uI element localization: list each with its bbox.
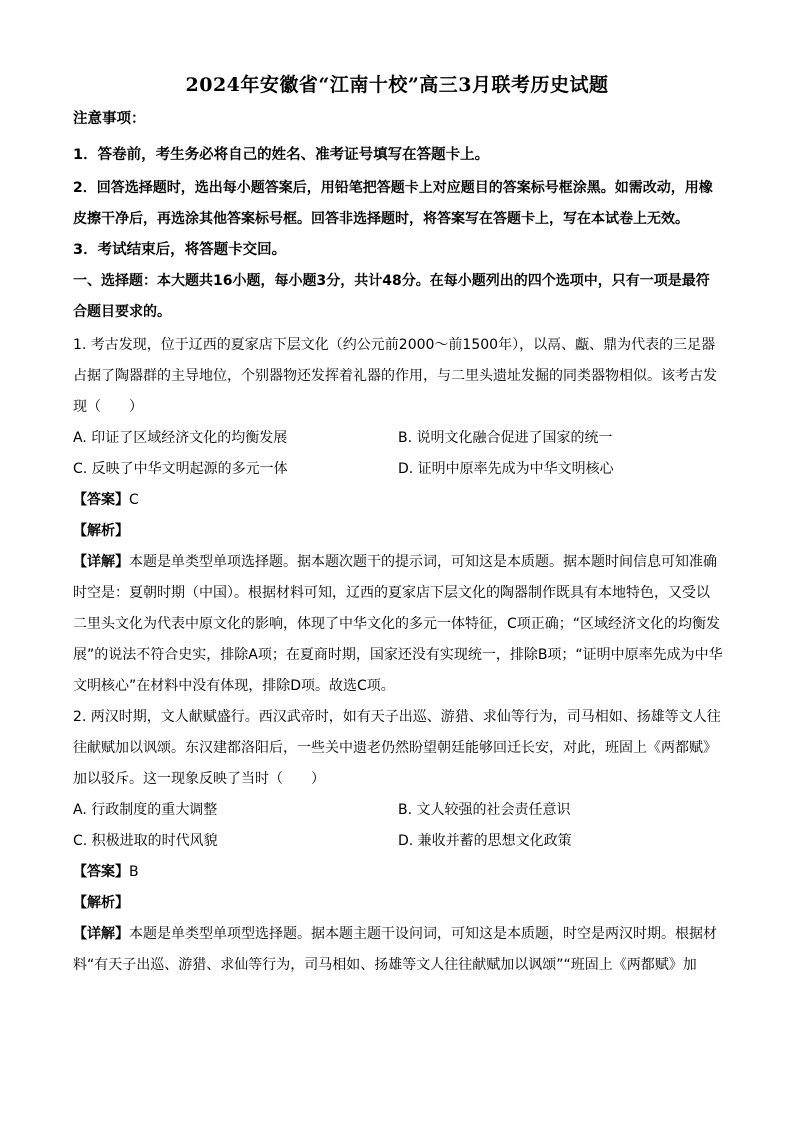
question-2-analysis-label: 【解析】 — [73, 895, 129, 911]
option-a: A. 行政制度的重大调整 — [73, 802, 218, 818]
detail-text: 本题是单类型单项选择题。据本题次题干的提示词，可知这是本质题。据本题时间信息可知准确时空是：夏朝时期（中国）。根据材料可知，辽西的夏家店下层文化的陶器制作既具有本地特色，又受以二里头文化为代表中原文化的影响，体现了中华文化的多元一体特征，C项正确；“区域经济文化的均衡发展”的说法不符合史实，排除A项；在夏商时期，国家还没有实现统一，排除B项；“证明中原率先成为中华文明核心”在材料中没有体现，排除D项。故选C项。 — [73, 554, 723, 694]
question-2-detail — [73, 919, 723, 981]
question-2-answer — [73, 857, 723, 888]
question-2-stem: 2. 两汉时期，文人献赋盛行。西汉武帝时，如有天子出巡、游猎、求仙等行为，司马相如、扬雄等文人往往献赋加以讽颂。东汉建都洛阳后，一些关中遗老仍然盼望朝廷能够回迁长安，对此，班固上《两都赋》加以驳斥。这一现象反映了当时（ ） — [73, 709, 721, 787]
detail-label: 【详解】 — [73, 554, 129, 570]
notice-item-1: 1．答卷前，考生务必将自己的姓名、准考证号填写在答题卡上。 — [73, 147, 490, 163]
option-d: D. 证明中原率先成为中华文明核心 — [398, 461, 614, 477]
section-heading: 一、选择题：本大题共16小题，每小题3分，共计48分。在每小题列出的四个选项中，只有一项是最符合题目要求的。 — [73, 273, 710, 320]
option-d: D. 兼收并蓄的思想文化政策 — [398, 833, 572, 849]
option-a: A. 印证了区域经济文化的均衡发展 — [73, 430, 288, 446]
answer-value: B — [129, 864, 139, 880]
detail-text: 本题是单类型单项型选择题。据本题主题干设问词，可知这是本质题，时空是两汉时期。根据材料“有天子出巡、游猎、求仙等行为，司马相如、扬雄等文人往往献赋加以讽颂”“班固上《两都赋》加 — [73, 926, 717, 973]
question-2-options-row-2 — [73, 826, 723, 857]
answer-value: C — [129, 492, 139, 508]
answer-label: 【答案】 — [73, 492, 129, 508]
exam-title: 2024年安徽省“江南十校”高三3月联考历史试题 — [185, 74, 609, 96]
question-1-stem: 1. 考古发现，位于辽西的夏家店下层文化（约公元前2000～前1500年），以鬲、甗、鼎为代表的三足器占据了陶器群的主导地位，个别器物还发挥着礼器的作用，与二里头遗址发掘的同类器物相似。该考古发现（ ） — [73, 337, 717, 415]
notice-heading: 注意事项： — [73, 111, 146, 127]
option-c: C. 反映了中华文明起源的多元一体 — [73, 461, 288, 477]
answer-label: 【答案】 — [73, 864, 129, 880]
option-b: B. 说明文化融合促进了国家的统一 — [398, 430, 613, 446]
question-1-options-row-2 — [73, 454, 723, 485]
question-2-options-row-1 — [73, 795, 723, 826]
question-1-analysis-label: 【解析】 — [73, 523, 129, 539]
option-c: C. 积极进取的时代风貌 — [73, 833, 218, 849]
question-1-answer — [73, 485, 723, 516]
notice-item-2: 2．回答选择题时，选出每小题答案后，用铅笔把答题卡上对应题目的答案标号框涂黑。如需改动，用橡皮擦干净后，再选涂其他答案标号框。回答非选择题时，将答案写在答题卡上，写在本试卷上无效。 — [73, 180, 713, 227]
detail-label: 【详解】 — [73, 926, 129, 942]
option-b: B. 文人较强的社会责任意识 — [398, 802, 571, 818]
notice-item-3: 3．考试结束后，将答题卡交回。 — [73, 242, 287, 258]
exam-content — [73, 104, 723, 981]
question-1-detail — [73, 547, 723, 702]
question-1-options-row-1 — [73, 423, 723, 454]
